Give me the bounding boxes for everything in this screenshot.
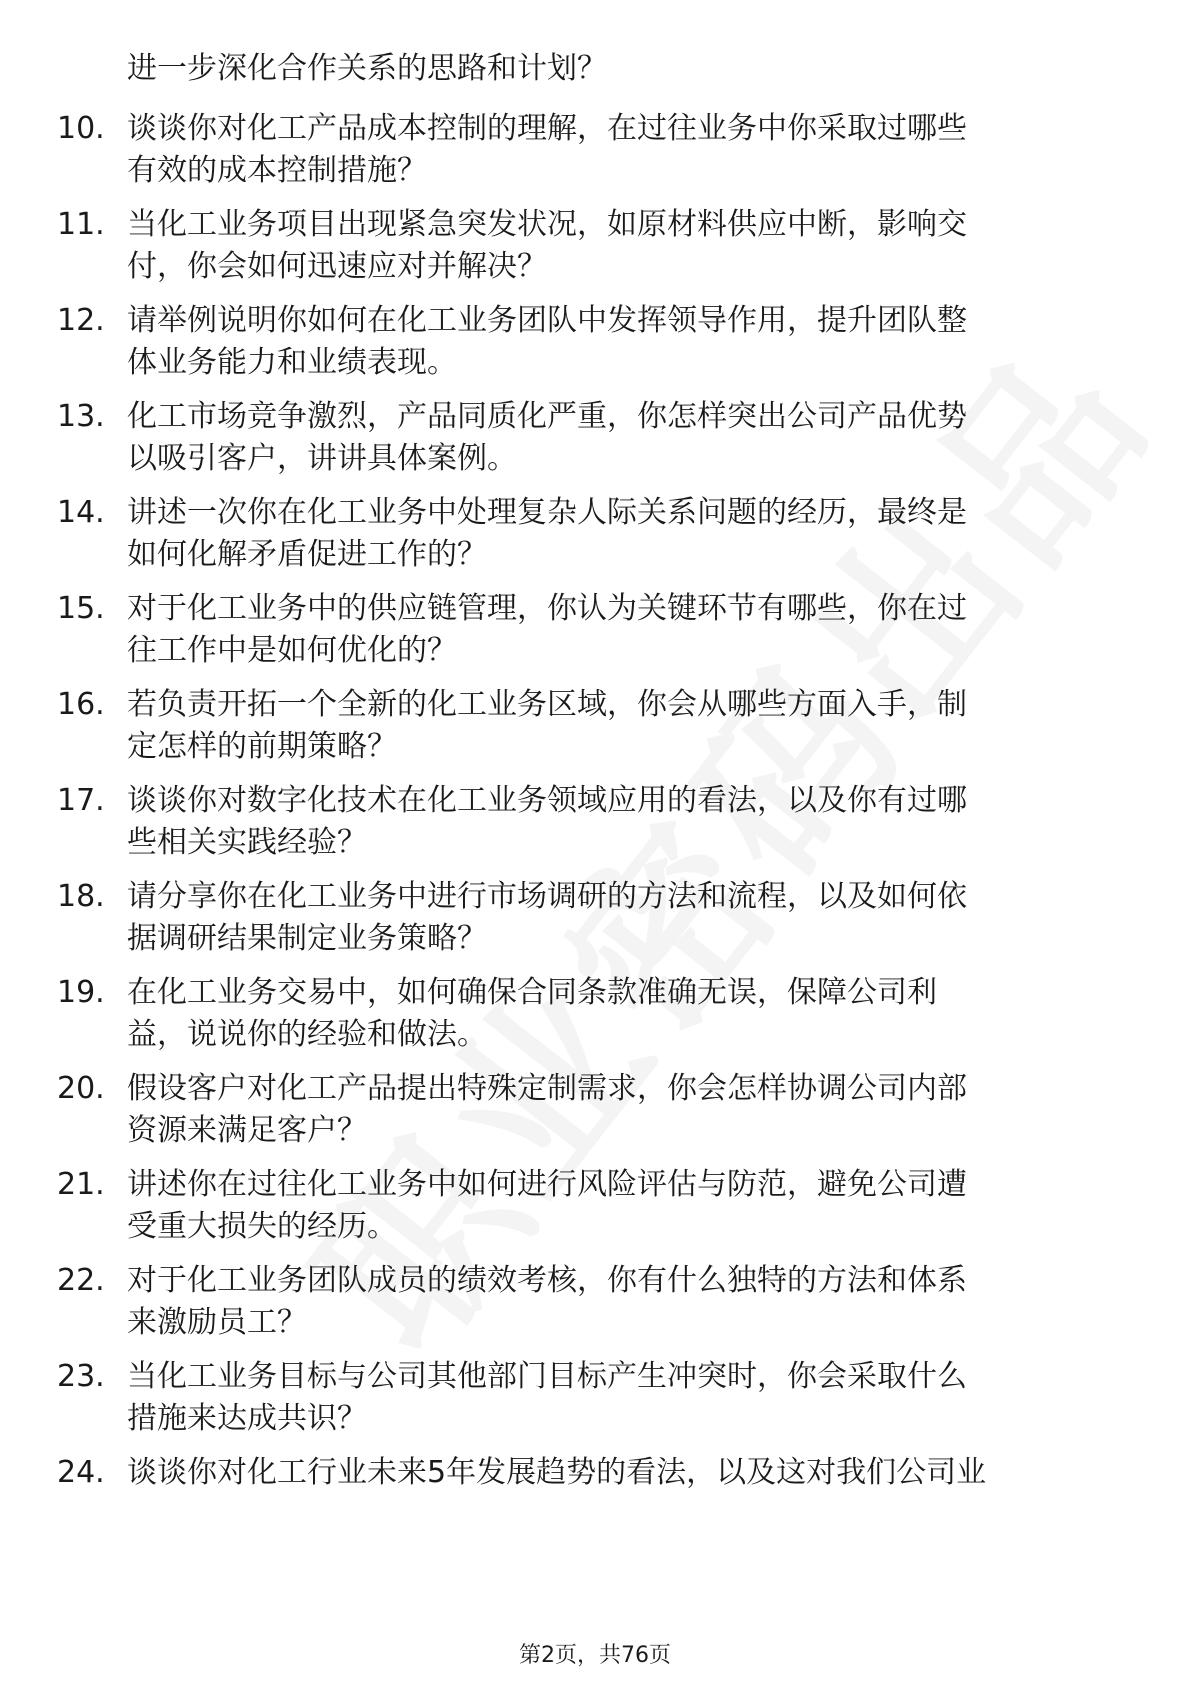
- question-text: [127, 1452, 1112, 1494]
- question-line: 益，说说你的经验和做法。: [127, 1017, 487, 1052]
- question-text: [127, 492, 1112, 576]
- question-line: 如何化解矛盾促进工作的？: [127, 537, 487, 572]
- question-line: 当化工业务项目出现紧急突发状况，如原材料供应中断，影响交: [127, 207, 967, 242]
- question-text: [127, 108, 1112, 192]
- question-line: 据调研结果制定业务策略？: [127, 921, 487, 956]
- question-text: [127, 204, 1112, 288]
- question-line: 请举例说明你如何在化工业务团队中发挥领导作用，提升团队整: [127, 303, 967, 338]
- question-line: 若负责开拓一个全新的化工业务区域，你会从哪些方面入手，制: [127, 687, 967, 722]
- question-line: 谈谈你对化工行业未来5年发展趋势的看法，以及这对我们公司业: [127, 1455, 987, 1490]
- question-line: 进一步深化合作关系的思路和计划？: [127, 51, 607, 86]
- question-line: 以吸引客户，讲讲具体案例。: [127, 441, 517, 476]
- question-number: 16.: [57, 687, 105, 722]
- question-line: 对于化工业务中的供应链管理，你认为关键环节有哪些，你在过: [127, 591, 967, 626]
- question-line: 措施来达成共识？: [127, 1401, 367, 1436]
- question-text: [127, 780, 1112, 864]
- question-line: 请分享你在化工业务中进行市场调研的方法和流程，以及如何依: [127, 879, 967, 914]
- question-text: [127, 48, 1112, 90]
- question-line: 体业务能力和业绩表现。: [127, 345, 457, 380]
- question-line: 谈谈你对数字化技术在化工业务领域应用的看法，以及你有过哪: [127, 783, 967, 818]
- question-text: [127, 972, 1112, 1056]
- question-number: 15.: [57, 591, 105, 626]
- question-line: 在化工业务交易中，如何确保合同条款准确无误，保障公司利: [127, 975, 937, 1010]
- question-text: [127, 1164, 1112, 1248]
- question-number: 14.: [57, 495, 105, 530]
- question-text: [127, 1068, 1112, 1152]
- question-line: 对于化工业务团队成员的绩效考核，你有什么独特的方法和体系: [127, 1263, 967, 1298]
- question-text: [127, 876, 1112, 960]
- question-line: 定怎样的前期策略？: [127, 729, 397, 764]
- question-line: 谈谈你对化工产品成本控制的理解，在过往业务中你采取过哪些: [127, 111, 967, 146]
- question-number: 23.: [57, 1359, 105, 1394]
- question-text: [127, 300, 1112, 384]
- question-number: 21.: [57, 1167, 105, 1202]
- question-line: 讲述你在过往化工业务中如何进行风险评估与防范，避免公司遭: [127, 1167, 967, 1202]
- question-number: 22.: [57, 1263, 105, 1298]
- question-line: 讲述一次你在化工业务中处理复杂人际关系问题的经历，最终是: [127, 495, 967, 530]
- page-number-footer: 第2页，共76页: [519, 1643, 671, 1668]
- question-line: 付，你会如何迅速应对并解决？: [127, 249, 547, 284]
- question-number: 17.: [57, 783, 105, 818]
- question-number: 11.: [57, 207, 105, 242]
- question-number: 24.: [57, 1455, 105, 1490]
- question-number: 10.: [57, 111, 105, 146]
- question-line: 化工市场竞争激烈，产品同质化严重，你怎样突出公司产品优势: [127, 399, 967, 434]
- question-text: [127, 588, 1112, 672]
- question-number: 13.: [57, 399, 105, 434]
- question-text: [127, 1356, 1112, 1440]
- question-line: 些相关实践经验？: [127, 825, 367, 860]
- question-line: 有效的成本控制措施？: [127, 153, 427, 188]
- question-number: 18.: [57, 879, 105, 914]
- question-number: 20.: [57, 1071, 105, 1106]
- question-line: 往工作中是如何优化的？: [127, 633, 457, 668]
- question-number: 12.: [57, 303, 105, 338]
- question-line: 当化工业务目标与公司其他部门目标产生冲突时，你会采取什么: [127, 1359, 967, 1394]
- question-line: 来激励员工？: [127, 1305, 307, 1340]
- question-line: 资源来满足客户？: [127, 1113, 367, 1148]
- question-line: 假设客户对化工产品提出特殊定制需求，你会怎样协调公司内部: [127, 1071, 967, 1106]
- question-line: 受重大损失的经历。: [127, 1209, 397, 1244]
- question-text: [127, 684, 1112, 768]
- question-text: [127, 1260, 1112, 1344]
- question-number: 19.: [57, 975, 105, 1010]
- question-text: [127, 396, 1112, 480]
